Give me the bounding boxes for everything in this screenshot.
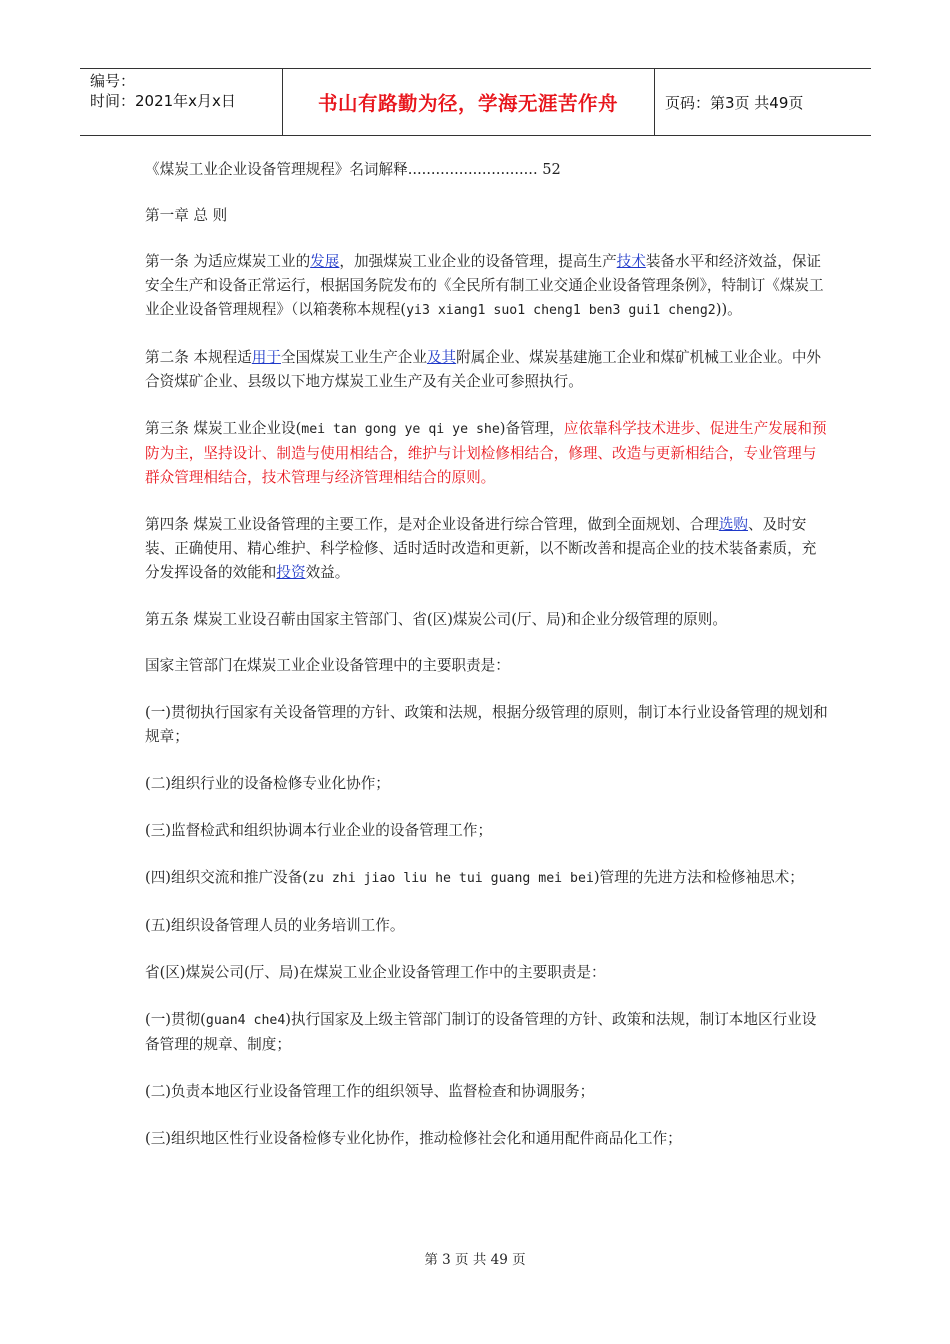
page-header <box>80 68 871 136</box>
document-body <box>145 158 830 1151</box>
national-duty-5: (五)组织设备管理人员的业务培训工作。 <box>145 917 405 934</box>
article-1-text-b: ，加强煤炭工业企业的设备管理，提高生产 <box>339 253 617 270</box>
toc-line: 《煤炭工业企业设备管理规程》名词解释............................ 52 <box>145 161 561 178</box>
article-1 <box>145 250 830 323</box>
provincial-duty-3: (三)组织地区性行业设备检修专业化协作，推动检修社会化和通用配件商品化工作； <box>145 1130 682 1147</box>
provincial-duty-1-pinyin: guan4 che4 <box>205 1013 286 1028</box>
link-development[interactable]: 发展 <box>310 253 340 270</box>
article-3-text-a: 第三条 煤炭工业企业设( <box>145 420 302 437</box>
link-purchase[interactable]: 选购 <box>718 516 749 533</box>
article-2-text-c: 附属企业、煤炭基建施工企业和煤矿机械工业企业。中外合资煤矿企业、县级以下地方煤炭工业生产及有关企业可参照执行。 <box>145 349 822 390</box>
article-2-text-b: 全国煤炭工业生产企业 <box>281 349 427 366</box>
article-3-pinyin: mei tan gong ye qi ye she <box>301 422 500 437</box>
article-1-text-c: 装备水平和经济效益，保证安全生产和设备正常运行，根据国务院发布的《全民所有制工业交通企业设备管理条例》，特制订《煤炭工业企业设备管理规程》（以箱袭称本规程( <box>145 253 824 318</box>
link-technology[interactable]: 技术 <box>616 253 646 270</box>
national-duty-4-pinyin: zu zhi jiao liu he tui guang mei bei <box>308 871 594 886</box>
national-duty-4 <box>145 866 830 891</box>
header-meta <box>90 71 236 111</box>
header-motto: 书山有路勤为径，学海无涯苦作舟 <box>317 92 618 115</box>
link-investment[interactable]: 投资 <box>276 564 306 581</box>
header-divider-right <box>654 68 655 136</box>
provincial-duty-1-text-b: )执行国家及上级主管部门制订的设备管理的方针、政策和法规，制订本地区行业设备管理的规章、制度； <box>145 1011 817 1053</box>
national-duty-2: (二)组织行业的设备检修专业化协作； <box>145 775 390 792</box>
article-1-pinyin: yi3 xiang1 suo1 cheng1 ben3 gui1 cheng2 <box>406 303 716 318</box>
article-3-text-b: )备管理， <box>499 420 564 437</box>
chapter-title: 第一章 总 则 <box>145 207 228 224</box>
header-top-rule <box>80 68 871 69</box>
national-duty-4-text-b: )管理的先进方法和检修袖思术； <box>593 869 804 886</box>
article-2-text-a: 第二条 本规程适 <box>145 349 252 366</box>
national-duty-1: (一)贯彻执行国家有关设备管理的方针、政策和法规，根据分级管理的原则，制订本行业设备管理的规划和规章； <box>145 704 828 745</box>
provincial-duty-1-text-a: (一)贯彻( <box>145 1011 206 1028</box>
header-bottom-rule <box>80 135 871 136</box>
article-3-highlighted-principle: 应依靠科学技术进步、促进生产发展和预防为主，坚持设计、制造与使用相结合，维护与计划检修相结合，修理、改造与更新相结合，专业管理与群众管理相结合，技术管理与经济管理相结合的原则。 <box>145 420 827 486</box>
provincial-duty-1 <box>145 1008 830 1057</box>
article-4-text-b: 、及时安装、正确使用、精心维护、科学检修、适时适时改造和更新，以不断改善和提高企业的技术装备素质，充分发挥设备的效能和 <box>145 516 817 581</box>
header-code: 编号： <box>90 72 136 90</box>
article-3 <box>145 417 830 490</box>
national-duty-3: (三)监督检武和组织协调本行业企业的设备管理工作； <box>145 822 493 839</box>
article-5: 第五条 煤炭工业设召蕲由国家主管部门、省(区)煤炭公司(厅、局)和企业分级管理的原则。 <box>145 611 727 628</box>
article-1-text-a: 第一条 为适应煤炭工业的 <box>145 253 311 270</box>
provincial-duties-title: 省(区)煤炭公司(厅、局)在煤炭工业企业设备管理工作中的主要职责是： <box>145 964 606 981</box>
article-2 <box>145 346 830 394</box>
header-time: 时间：2021年x月x日 <box>90 92 236 110</box>
article-1-text-d: ))。 <box>715 301 742 318</box>
national-duty-4-text-a: (四)组织交流和推广没备( <box>145 869 309 886</box>
link-and-its[interactable]: 及其 <box>426 349 457 366</box>
article-4 <box>145 513 830 585</box>
article-4-text-c: 效益。 <box>305 564 350 581</box>
article-4-text-a: 第四条 煤炭工业设备管理的主要工作，是对企业设备进行综合管理，做到全面规划、合理 <box>145 516 719 533</box>
page-footer: 第 3 页 共 49 页 <box>424 1252 526 1268</box>
national-duties-title: 国家主管部门在煤炭工业企业设备管理中的主要职责是： <box>145 657 510 674</box>
provincial-duty-2: (二)负责本地区行业设备管理工作的组织领导、监督检查和协调服务； <box>145 1083 595 1100</box>
header-page-number: 页码：第3页 共49页 <box>665 94 804 112</box>
link-applicable[interactable]: 用于 <box>251 349 281 366</box>
